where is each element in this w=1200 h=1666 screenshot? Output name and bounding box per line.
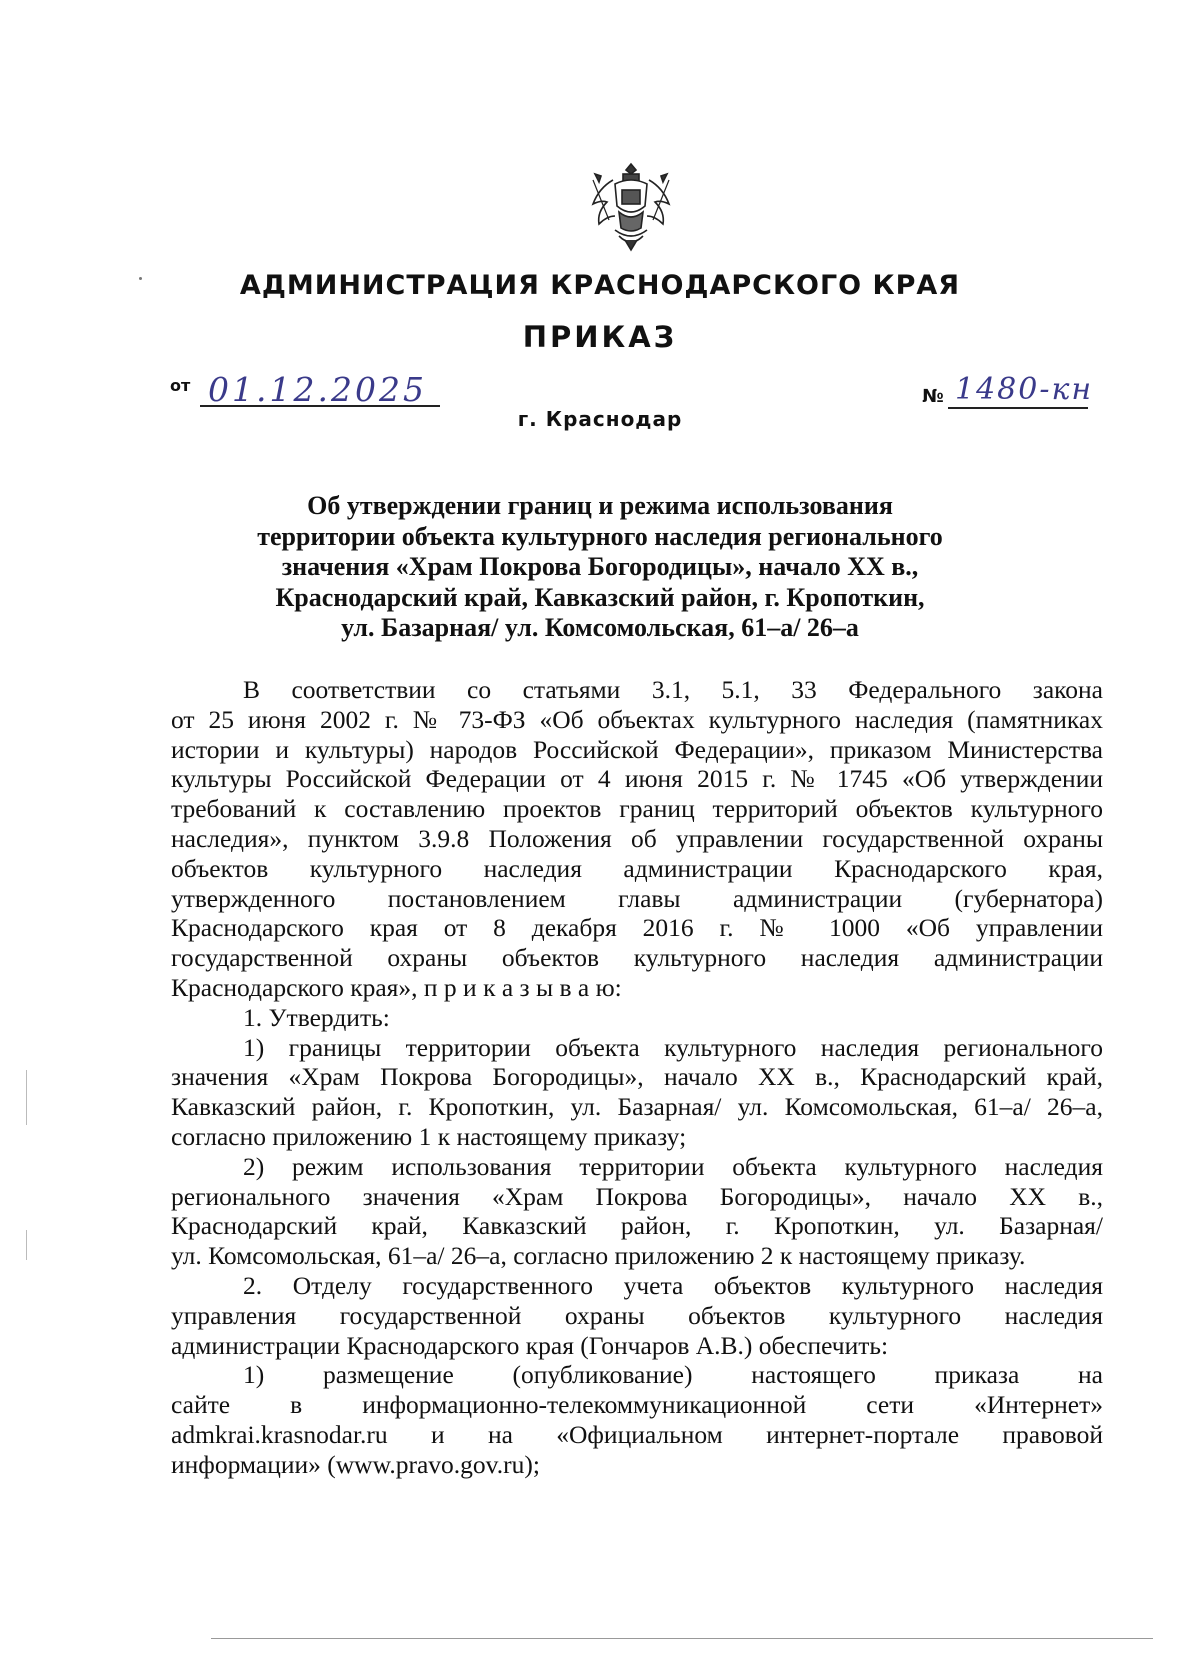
title-line: территории объекта культурного наследия регионального — [257, 521, 943, 551]
body-line: ул. Комсомольская, 61–а/ 26–а, согласно приложению 2 к настоящему приказу. — [171, 1241, 1026, 1271]
body-line: регионального значения «Храм Покрова Богородицы», начало XX в., — [171, 1181, 1103, 1211]
body-line: управления государственной охраны объектов культурного наследия — [171, 1300, 1103, 1330]
body-line: объектов культурного наследия администрации Краснодарского края, — [171, 853, 1103, 883]
body-line: наследия», пунктом 3.9.8 Положения об управлении государственной охраны — [171, 823, 1103, 853]
body-line: 1) размещение (опубликование) настоящего приказа на — [243, 1360, 1103, 1390]
body-line: Краснодарского края от 8 декабря 2016 г. № 1000 «Об управлении — [171, 913, 1103, 943]
body-line: требований к составлению проектов границ территорий объектов культурного — [171, 794, 1103, 824]
scan-margin-mark — [26, 1230, 27, 1260]
title-line: Об утверждении границ и режима использования — [307, 491, 893, 520]
body-line: 1) границы территории объекта культурного наследия регионального — [243, 1032, 1103, 1062]
handwritten-number: 1480-кн — [955, 372, 1094, 407]
body-line: государственной охраны объектов культурного наследия администрации — [171, 943, 1103, 973]
title-line: Краснодарский край, Кавказский район, г. Кропоткин, — [275, 582, 925, 612]
number-label: № — [922, 386, 944, 407]
city-name: г. Краснодар — [517, 407, 683, 431]
body-line: 2. Отделу государственного учета объектов культурного наследия — [243, 1270, 1103, 1300]
body-line: 2) режим использования территории объекта культурного наследия — [243, 1151, 1103, 1181]
title-line: значения «Храм Покрова Богородицы», начало XX в., — [281, 552, 919, 581]
body-line: 1. Утвердить: — [243, 1002, 390, 1032]
body-line: администрации Краснодарского края (Гончаров А.В.) обеспечить: — [171, 1330, 889, 1360]
body-line: согласно приложению 1 к настоящему приказу; — [171, 1121, 687, 1151]
body-line: сайте в информационно-телекоммуникационной сети «Интернет» — [171, 1390, 1103, 1420]
body-line: Краснодарского края», п р и к а з ы в а ю: — [171, 972, 622, 1002]
document-title — [150, 491, 1050, 644]
body-line: Краснодарский край, Кавказский район, г. Кропоткин, ул. Базарная/ — [171, 1211, 1103, 1241]
body-line: культуры Российской Федерации от 4 июня 2015 г. № 1745 «Об утверждении — [171, 764, 1103, 794]
coat-of-arms-emblem — [585, 160, 677, 252]
body-line: В соответствии со статьями 3.1, 5.1, 33 Федерального закона — [243, 675, 1103, 704]
body-line: информации» (www.pravo.gov.ru); — [171, 1449, 540, 1479]
document-type: ПРИКАЗ — [522, 320, 678, 354]
document-body — [171, 675, 1103, 1480]
body-line: Кавказский район, г. Кропоткин, ул. Базарная/ ул. Комсомольская, 61–а/ 26–а, — [171, 1092, 1103, 1122]
organization-name: АДМИНИСТРАЦИЯ КРАСНОДАРСКОГО КРАЯ — [239, 270, 961, 301]
date-label: от — [170, 376, 191, 395]
body-line: от 25 июня 2002 г. № 73-ФЗ «Об объектах культурного наследия (памятниках — [171, 704, 1103, 734]
footer-rule — [211, 1638, 1153, 1639]
handwritten-date: 01.12.2025 — [208, 370, 427, 409]
body-line: утвержденного постановлением главы администрации (губернатора) — [171, 883, 1103, 913]
body-line: admkrai.krasnodar.ru и на «Официальном интернет-портале правовой — [171, 1419, 1103, 1449]
scan-margin-mark — [26, 1070, 27, 1125]
title-line: ул. Базарная/ ул. Комсомольская, 61–а/ 26–а — [341, 613, 859, 642]
body-line: значения «Храм Покрова Богородицы», начало XX в., Краснодарский край, — [171, 1062, 1103, 1092]
body-line: истории и культуры) народов Российской Федерации», приказом Министерства — [171, 734, 1103, 764]
